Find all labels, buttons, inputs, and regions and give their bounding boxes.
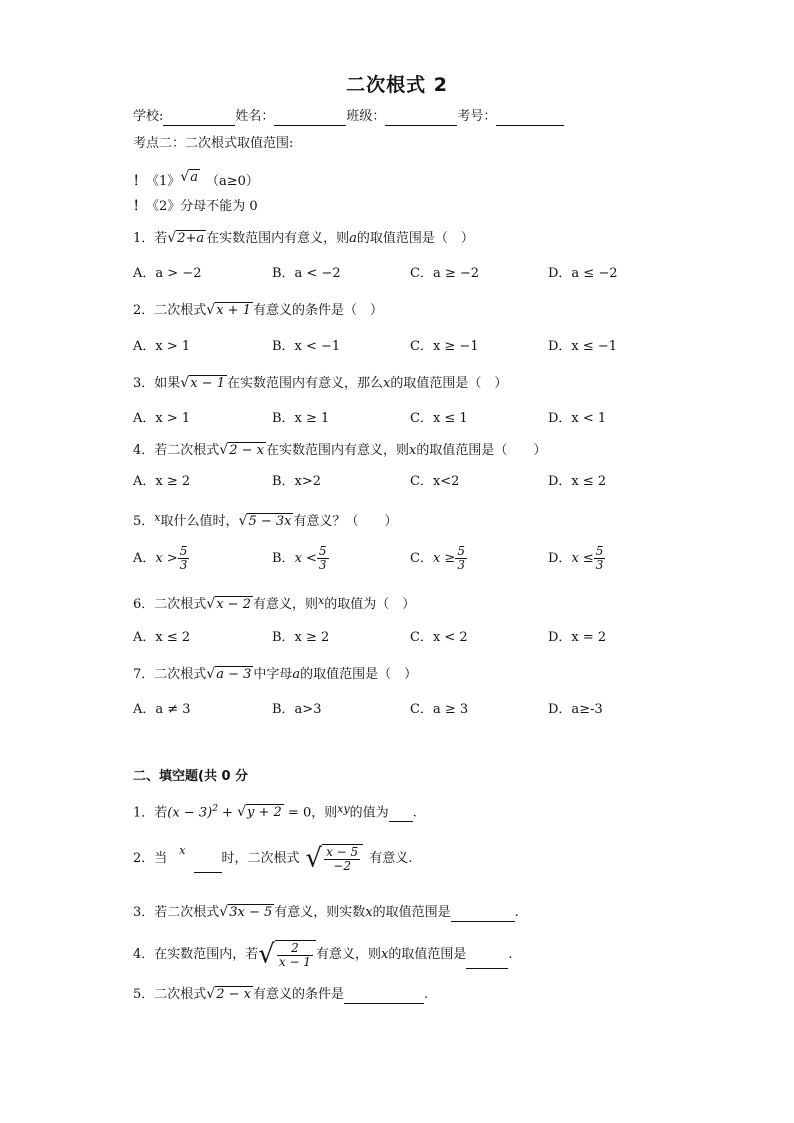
sqrt-expression: √x + 1 <box>206 302 251 318</box>
fraction-numerator: 5 <box>179 544 188 558</box>
question-stem: 7．二次根式 <box>133 667 207 682</box>
section-heading: 二、填空题(共 0 分 <box>133 769 249 784</box>
question-stem: 有意义的条件是 <box>252 987 344 1002</box>
fraction-denominator: 3 <box>595 558 604 572</box>
answer-blank[interactable] <box>344 990 424 1004</box>
variable: x <box>154 511 161 524</box>
fraction-numerator: 5 <box>318 544 327 558</box>
question-stem: 4．若二次根式 <box>133 443 220 458</box>
answer-blank[interactable] <box>194 859 222 873</box>
student-info-line <box>133 108 564 126</box>
sqrt-icon: √ <box>258 939 275 970</box>
page-title: 二次根式 2 <box>346 74 448 96</box>
fraction-numerator: 2 <box>277 942 313 956</box>
expression-base: (x − 3) <box>167 805 213 821</box>
question-stem: 6．二次根式 <box>133 597 207 612</box>
question-stem: 1．若 <box>133 805 168 821</box>
punctuation: . <box>423 987 429 1002</box>
option-b[interactable]: B．x < −1 <box>272 339 341 354</box>
fraction <box>455 545 467 572</box>
question-stem: 在实数范围内有意义，则 <box>265 443 409 458</box>
fill-2 <box>133 842 412 882</box>
variable: x <box>380 947 389 962</box>
option-c[interactable] <box>410 545 467 572</box>
question-stem: 的取值范围是（ ） <box>356 231 474 246</box>
sqrt-expression: √a − 3 <box>206 666 252 682</box>
point-label: 《2》 <box>146 199 181 214</box>
option-a[interactable]: A．x > 1 <box>133 411 191 426</box>
option-b[interactable]: B．a < −2 <box>272 266 341 281</box>
class-label: 班级： <box>346 109 386 124</box>
option-b[interactable]: B．a>3 <box>272 702 322 717</box>
question-stem: 的取值范围是（ ） <box>416 443 547 458</box>
punctuation: . <box>514 905 519 920</box>
sqrt-icon: √ <box>238 513 248 529</box>
sqrt-icon: √ <box>180 375 190 391</box>
option-d[interactable]: D．a≥-3 <box>548 702 603 717</box>
fill-4 <box>133 940 512 976</box>
question-stem: 在实数范围内有意义，那么 <box>226 376 383 391</box>
sqrt-icon: √ <box>206 986 216 1002</box>
option-relation: x < <box>294 551 317 566</box>
question-6 <box>133 592 415 614</box>
name-label: 姓名： <box>235 109 275 124</box>
exclamation-icon: ！ <box>133 174 147 189</box>
option-a[interactable]: A．x ≥ 2 <box>133 474 191 489</box>
sqrt-icon: √ <box>206 596 216 612</box>
question-stem: 有意义，则 <box>252 597 318 612</box>
fraction-numerator: x − 5 <box>326 845 359 859</box>
question-6-options <box>133 629 693 659</box>
option-label: C． <box>410 551 433 566</box>
option-label: A． <box>133 551 156 566</box>
sqrt-expression: √y + 2 <box>237 804 282 821</box>
option-c[interactable]: C．x ≤ 1 <box>410 411 468 426</box>
sqrt-icon: √ <box>180 169 190 185</box>
question-stem: 的取值范围是（ ） <box>390 376 508 391</box>
fraction <box>317 545 329 572</box>
question-3-options <box>133 410 693 440</box>
sqrt-expression: √2 − x <box>219 442 264 458</box>
option-d[interactable] <box>548 545 605 572</box>
sqrt-icon: √ <box>219 442 229 458</box>
option-b[interactable]: B．x>2 <box>272 474 322 489</box>
fraction <box>277 942 313 969</box>
option-relation: x > <box>155 551 178 566</box>
question-7-options <box>133 701 693 731</box>
question-stem: 5． <box>133 514 155 529</box>
fraction <box>594 545 606 572</box>
point-2 <box>133 198 258 216</box>
school-field[interactable] <box>163 112 235 126</box>
question-5 <box>133 509 397 531</box>
point-label: 《1》 <box>146 174 181 189</box>
question-2-options <box>133 338 693 368</box>
question-3 <box>133 374 507 393</box>
sqrt-icon: √ <box>219 904 229 920</box>
question-stem: 的取值为（ ） <box>324 597 416 612</box>
question-stem: 的取值范围是 <box>372 905 451 920</box>
question-4-options <box>133 473 693 503</box>
option-d[interactable]: D．x ≤ −1 <box>548 339 618 354</box>
option-c[interactable]: C．a ≥ −2 <box>410 266 480 281</box>
option-a[interactable] <box>133 545 189 572</box>
point-text: 分母不能为 0 <box>180 199 258 214</box>
variable: x <box>365 905 373 920</box>
question-stem: 时，二次根式 <box>221 851 300 866</box>
question-stem: 在实数范围内有意义，则 <box>206 231 350 246</box>
question-stem: = 0，则 <box>283 805 338 821</box>
exam-no-field[interactable] <box>496 112 564 126</box>
sqrt-expression: √3x − 5 <box>219 904 273 920</box>
fraction <box>178 545 190 572</box>
fraction <box>324 846 360 873</box>
punctuation: . <box>412 805 417 821</box>
variable: x <box>408 443 417 458</box>
sqrt-expression: √a <box>180 169 198 185</box>
question-2 <box>133 301 383 320</box>
question-stem: 1．若 <box>133 231 168 246</box>
option-d[interactable]: D．a ≤ −2 <box>548 266 618 281</box>
fraction-denominator: 3 <box>179 558 188 572</box>
option-label: B． <box>272 551 295 566</box>
question-stem: 的取值范围是 <box>388 947 467 962</box>
sqrt-expression: √x − 1 <box>180 375 225 391</box>
option-b[interactable]: B．x ≥ 2 <box>272 630 330 645</box>
question-stem: 4．在实数范围内，若 <box>133 947 259 962</box>
option-c[interactable]: C．x ≥ −1 <box>410 339 479 354</box>
option-d[interactable]: D．x = 2 <box>548 630 607 645</box>
question-4 <box>133 441 546 460</box>
question-7 <box>133 665 417 684</box>
sqrt-expression: √5 − 3x <box>238 513 292 529</box>
question-stem: 3．如果 <box>133 376 181 391</box>
question-stem: 2．二次根式 <box>133 303 207 318</box>
fill-3 <box>133 903 519 922</box>
fraction-denominator: −2 <box>333 859 351 873</box>
option-b[interactable]: B．x ≥ 1 <box>272 411 330 426</box>
option-relation: x ≥ <box>432 551 456 566</box>
variable: x <box>317 594 325 607</box>
question-5-options <box>133 545 693 579</box>
operator: + <box>217 805 238 821</box>
sqrt-expression: √x − 2 <box>206 596 251 612</box>
option-c[interactable]: C．x < 2 <box>410 630 468 645</box>
answer-blank[interactable] <box>389 808 413 822</box>
variable: a <box>349 231 357 246</box>
option-c[interactable]: C．a ≥ 3 <box>410 702 469 717</box>
exclamation-icon: ！ <box>133 199 147 214</box>
variable: x <box>179 844 186 857</box>
point-condition: （a≥0） <box>205 174 259 189</box>
question-1 <box>133 229 474 248</box>
sqrt-expression: √2+a <box>167 230 205 246</box>
sqrt-icon: √ <box>167 230 177 246</box>
punctuation: . <box>508 947 513 962</box>
variable: a <box>292 667 301 682</box>
fraction-numerator: 5 <box>595 544 604 558</box>
point-1 <box>133 168 259 191</box>
sqrt-fraction <box>306 844 364 873</box>
exponent: 2 <box>212 804 218 814</box>
fraction-denominator: x − 1 <box>278 955 311 969</box>
question-stem: 的取值范围是（ ） <box>300 667 418 682</box>
option-relation: x ≤ <box>571 551 594 566</box>
school-label: 学校: <box>133 109 164 124</box>
question-stem: 2．当 <box>133 851 168 866</box>
sqrt-fraction <box>258 940 316 969</box>
sqrt-expression: √2 − x <box>206 986 251 1002</box>
sqrt-icon: √ <box>206 302 216 318</box>
option-c[interactable]: C．x<2 <box>410 474 460 489</box>
fraction-denominator: 3 <box>318 558 327 572</box>
fraction-denominator: 3 <box>457 558 465 572</box>
question-stem: 有意义的条件是（ ） <box>252 303 383 318</box>
option-d[interactable]: D．x ≤ 2 <box>548 474 607 489</box>
question-stem: 中字母 <box>253 667 293 682</box>
variable: x <box>382 376 391 391</box>
sqrt-icon: √ <box>237 804 247 821</box>
option-a[interactable]: A．x ≤ 2 <box>133 630 191 645</box>
option-a[interactable]: A．a > −2 <box>133 266 202 281</box>
exam-no-label: 考号： <box>457 109 497 124</box>
topic-heading: 考点二：二次根式取值范围: <box>133 136 294 151</box>
question-stem: 取什么值时， <box>160 514 239 529</box>
question-stem: 3．若二次根式 <box>133 905 220 920</box>
option-b[interactable] <box>272 545 329 572</box>
option-a[interactable]: A．a ≠ 3 <box>133 702 191 717</box>
sqrt-icon: √ <box>206 666 216 682</box>
name-field[interactable] <box>274 112 346 126</box>
question-stem: 有意义，则 <box>315 947 381 962</box>
variable: xy <box>337 802 350 816</box>
answer-blank[interactable] <box>466 955 508 969</box>
question-stem: 的值为 <box>349 805 389 821</box>
answer-blank[interactable] <box>451 908 515 922</box>
question-stem: 5．二次根式 <box>133 987 207 1002</box>
fill-1 <box>133 800 417 822</box>
fill-5 <box>133 985 428 1004</box>
class-field[interactable] <box>385 112 457 126</box>
sqrt-icon: √ <box>305 843 323 874</box>
option-d[interactable]: D．x < 1 <box>548 411 607 426</box>
option-label: D． <box>548 551 572 566</box>
option-a[interactable]: A．x > 1 <box>133 339 191 354</box>
question-1-options <box>133 265 693 295</box>
question-stem: 有意义. <box>369 851 413 866</box>
question-stem: 有意义？（ ） <box>293 514 398 529</box>
question-stem: 有意义，则实数 <box>274 905 366 920</box>
fraction-numerator: 5 <box>457 544 465 558</box>
